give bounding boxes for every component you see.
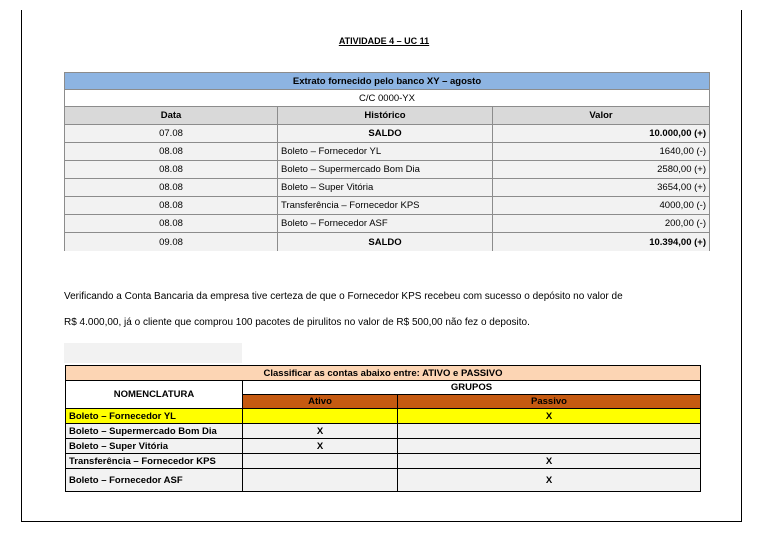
row-date: 08.08: [65, 197, 278, 215]
row-value: 4000,00 (-): [493, 197, 710, 215]
row-description: SALDO: [278, 125, 493, 143]
blank-cell-box: [64, 343, 242, 363]
row-description: Boleto – Supermercado Bom Dia: [278, 161, 493, 179]
row-date: 07.08: [65, 125, 278, 143]
table-row: [65, 215, 710, 233]
ativo-mark: X: [243, 439, 398, 454]
list-item: [66, 424, 701, 439]
row-description: Boleto – Fornecedor ASF: [278, 215, 493, 233]
column-header-value: Valor: [493, 107, 710, 125]
row-date: 09.08: [65, 233, 278, 252]
paragraph-line: R$ 4.000,00, já o cliente que comprou 100 pacotes de pirulitos no valor de R$ 500,00 não fez o deposito.: [64, 317, 530, 328]
row-value: 10.394,00 (+): [493, 233, 710, 252]
bank-statement-table: [64, 72, 710, 251]
row-description: Boleto – Super Vitória: [278, 179, 493, 197]
passivo-header: Passivo: [398, 395, 701, 409]
paragraph-text: [64, 284, 724, 336]
passivo-mark: X: [398, 454, 701, 469]
document-title: ATIVIDADE 4 – UC 11: [338, 36, 430, 46]
ativo-mark: [243, 454, 398, 469]
item-name: Boleto – Fornecedor ASF: [66, 469, 243, 492]
table-row: [65, 143, 710, 161]
statement-account: C/C 0000-YX: [65, 90, 710, 107]
groups-header: GRUPOS: [243, 381, 701, 395]
table-row: [65, 161, 710, 179]
row-date: 08.08: [65, 215, 278, 233]
passivo-mark: X: [398, 409, 701, 424]
classification-table: [65, 365, 701, 492]
list-item: [66, 454, 701, 469]
table-row: [65, 179, 710, 197]
paragraph-line: Verificando a Conta Bancaria da empresa tive certeza de que o Fornecedor KPS recebeu com sucesso o depósito no valor de: [64, 291, 623, 302]
item-name: Boleto – Super Vitória: [66, 439, 243, 454]
ativo-mark: [243, 409, 398, 424]
row-description: SALDO: [278, 233, 493, 252]
item-name: Boleto – Supermercado Bom Dia: [66, 424, 243, 439]
list-item: [66, 469, 701, 492]
row-date: 08.08: [65, 179, 278, 197]
column-header-history: Histórico: [278, 107, 493, 125]
row-value: 2580,00 (+): [493, 161, 710, 179]
nomenclature-header: NOMENCLATURA: [66, 381, 243, 409]
classification-title: Classificar as contas abaixo entre: ATIVO e PASSIVO: [66, 366, 701, 381]
column-header-date: Data: [65, 107, 278, 125]
table-row: [65, 125, 710, 143]
ativo-mark: X: [243, 424, 398, 439]
list-item: [66, 439, 701, 454]
row-date: 08.08: [65, 161, 278, 179]
row-description: Boleto – Fornecedor YL: [278, 143, 493, 161]
row-value: 200,00 (-): [493, 215, 710, 233]
item-name: Transferência – Fornecedor KPS: [66, 454, 243, 469]
list-item: [66, 409, 701, 424]
ativo-header: Ativo: [243, 395, 398, 409]
item-name: Boleto – Fornecedor YL: [66, 409, 243, 424]
passivo-mark: [398, 439, 701, 454]
row-description: Transferência – Fornecedor KPS: [278, 197, 493, 215]
table-row: [65, 197, 710, 215]
passivo-mark: X: [398, 469, 701, 492]
statement-header: Extrato fornecido pelo banco XY – agosto: [65, 73, 710, 90]
row-value: 10.000,00 (+): [493, 125, 710, 143]
passivo-mark: [398, 424, 701, 439]
row-value: 3654,00 (+): [493, 179, 710, 197]
row-value: 1640,00 (-): [493, 143, 710, 161]
table-row: [65, 233, 710, 252]
row-date: 08.08: [65, 143, 278, 161]
ativo-mark: [243, 469, 398, 492]
